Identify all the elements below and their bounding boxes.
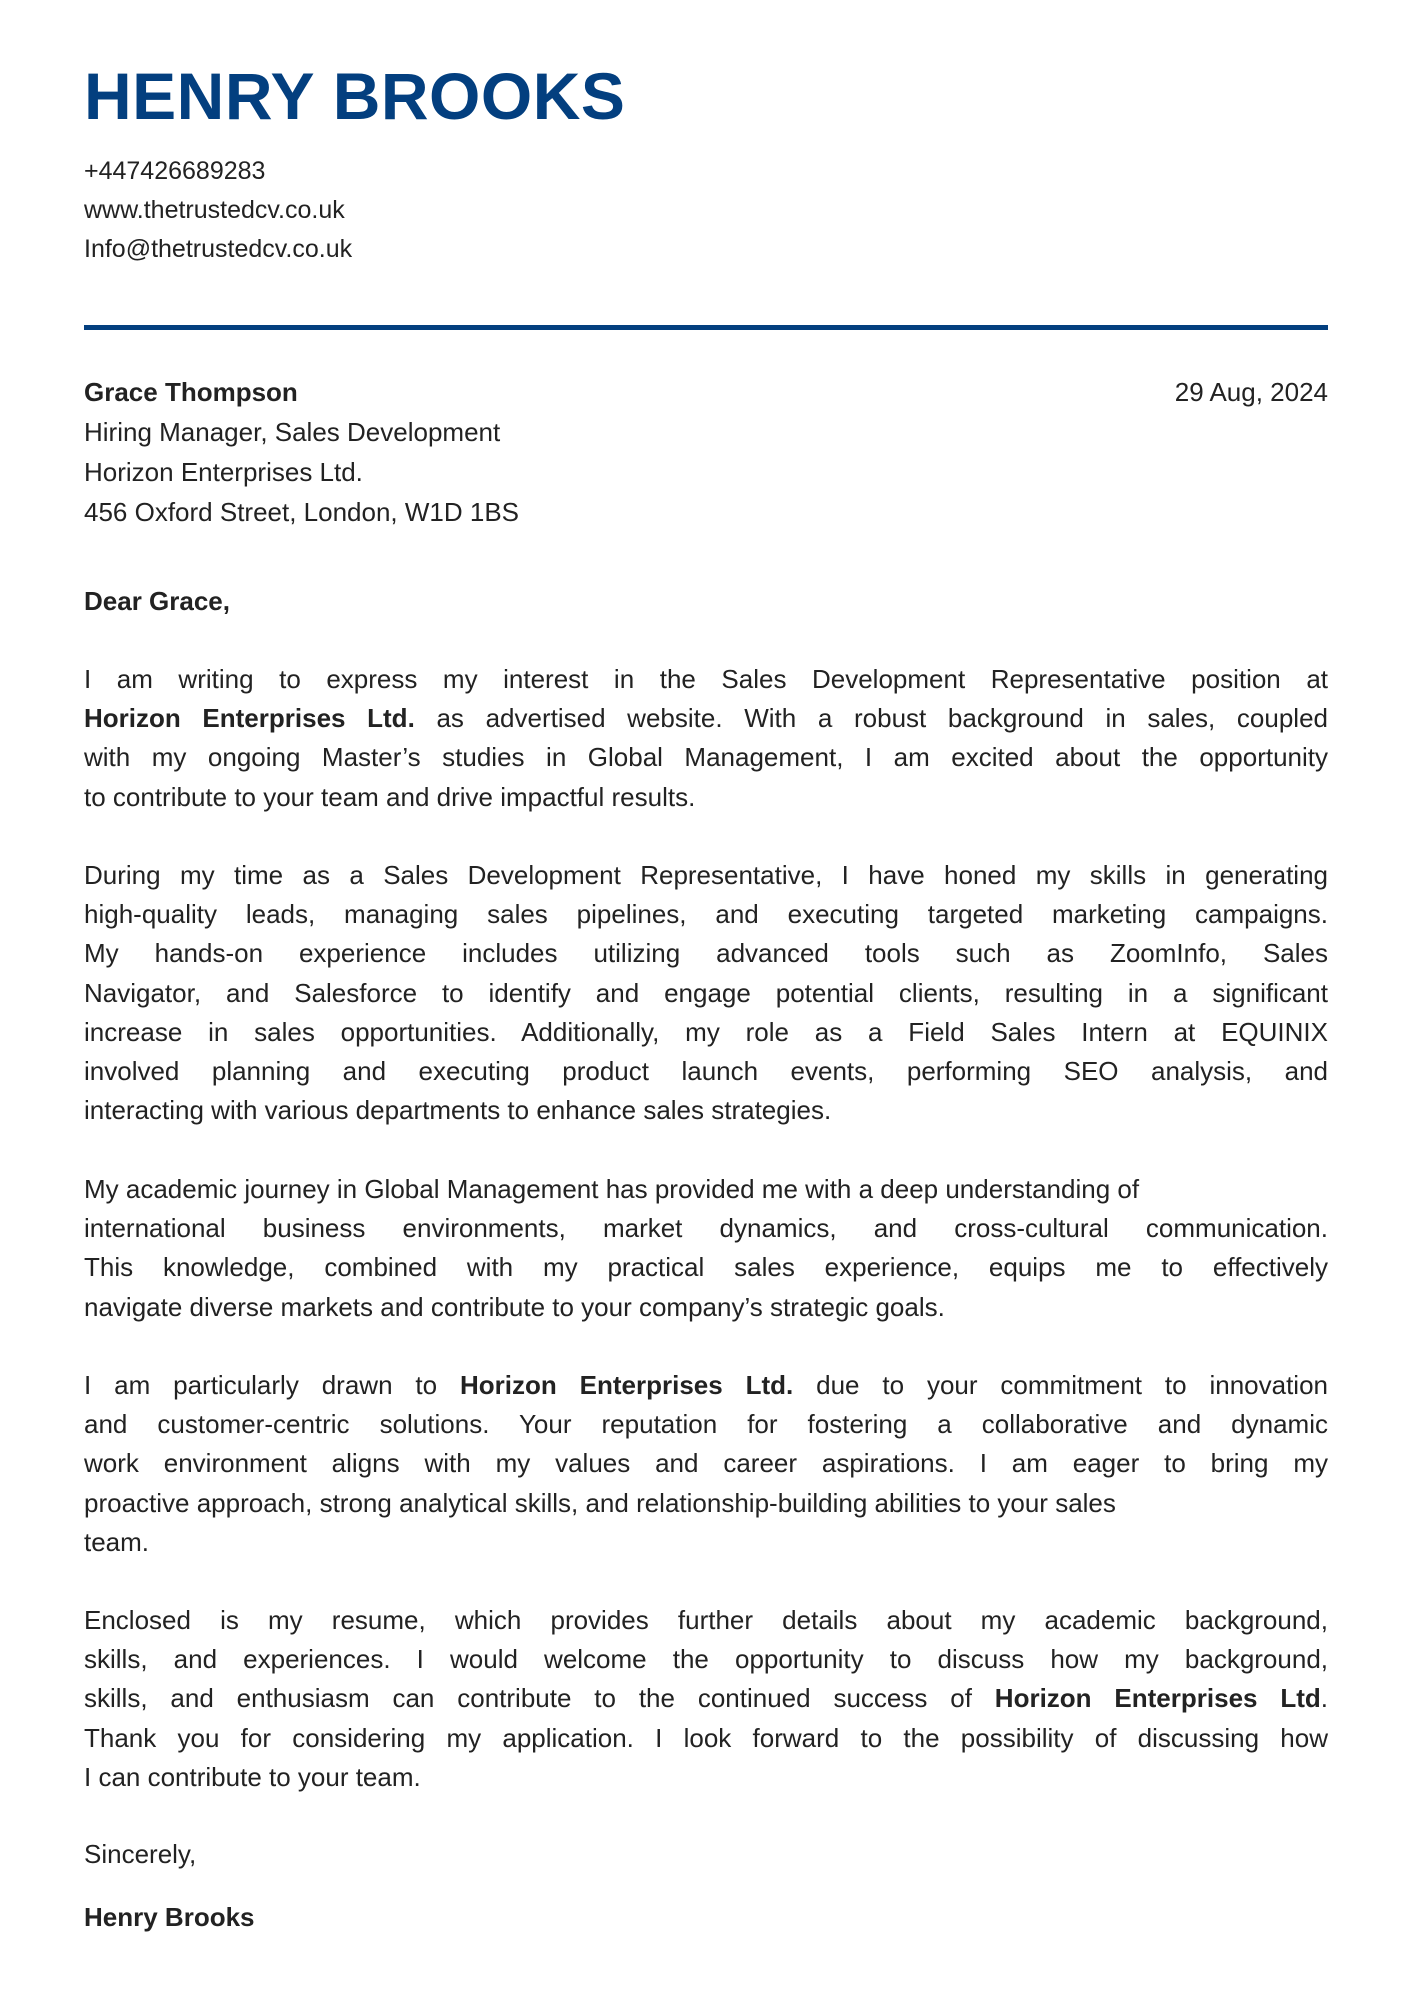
paragraph-line (84, 1091, 1328, 1130)
body-paragraph (84, 1170, 1328, 1327)
line-text: My academic journey in Global Management has provided me with a deep understanding of (84, 1174, 1140, 1204)
line-text: skills, and enthusiasm can contribute to the continued success of (84, 1683, 995, 1714)
line-text: Thank you for considering my application. I look forward to the possibility of discussing how (84, 1722, 1328, 1753)
line-text: skills, and experiences. I would welcome the opportunity to discuss how my background, (84, 1644, 1328, 1675)
line-text: proactive approach, strong analytical skills, and relationship-building abilities to your sales (84, 1487, 1116, 1518)
body-paragraph (84, 1366, 1328, 1562)
company-name-emphasis: Horizon Enterprises Ltd. (84, 703, 415, 734)
line-text: and customer-centric solutions. Your reputation for fostering a collaborative and dynamic (84, 1409, 1328, 1440)
recipient-title: Hiring Manager, Sales Development (84, 417, 501, 447)
line-text: I am writing to express my interest in the Sales Development Representative position at (84, 664, 1328, 694)
line-text: involved planning and executing product launch events, performing SEO analysis, and (84, 1055, 1328, 1086)
paragraph-line (84, 660, 1328, 699)
recipient-company: Horizon Enterprises Ltd. (84, 457, 363, 487)
sender-email: Info@thetrustedcv.co.uk (84, 235, 353, 263)
paragraph-line (84, 1444, 1328, 1483)
line-text: Navigator, and Salesforce to identify and engage potential clients, resulting in a significant (84, 977, 1328, 1008)
paragraph-line (84, 1366, 1328, 1405)
paragraph-line (84, 974, 1328, 1013)
body-paragraph (84, 660, 1328, 817)
line-text: My hands-on experience includes utilizing advanced tools such as ZoomInfo, Sales (84, 938, 1328, 969)
line-text: to contribute to your team and drive impactful results. (84, 781, 696, 812)
company-name-emphasis: Horizon Enterprises Ltd (994, 1683, 1321, 1714)
paragraph-line (84, 1288, 1328, 1327)
line-text: interacting with various departments to enhance sales strategies. (84, 1095, 832, 1126)
paragraph-line (84, 856, 1328, 895)
paragraph-line (84, 1484, 1328, 1523)
paragraph-line (84, 895, 1328, 934)
letter-date: 29 Aug, 2024 (1174, 377, 1328, 407)
paragraph-line (84, 1523, 1328, 1562)
paragraph-line (84, 1679, 1328, 1718)
paragraph-line (84, 1405, 1328, 1444)
paragraph-line (84, 699, 1328, 738)
closing: Sincerely, (84, 1839, 197, 1869)
paragraph-line (84, 1719, 1328, 1758)
sender-name: HENRY BROOKS (84, 59, 626, 133)
line-text: . (1320, 1683, 1329, 1714)
paragraph-line (84, 1209, 1328, 1248)
line-text: international business environments, market dynamics, and cross-cultural communication. (84, 1213, 1328, 1244)
paragraph-line (84, 1013, 1328, 1052)
salutation: Dear Grace, (84, 586, 230, 616)
line-text: During my time as a Sales Development Representative, I have honed my skills in generating (84, 860, 1328, 890)
paragraph-line (84, 1601, 1328, 1640)
paragraph-line (84, 1170, 1328, 1209)
paragraph-line (84, 934, 1328, 973)
line-text: work environment aligns with my values and career aspirations. I am eager to bring my (84, 1448, 1328, 1479)
line-text: This knowledge, combined with my practical sales experience, equips me to effectively (84, 1252, 1328, 1283)
line-text: increase in sales opportunities. Additionally, my role as a Field Sales Intern at EQUINIX (84, 1016, 1328, 1047)
line-text: navigate diverse markets and contribute to your company’s strategic goals. (84, 1291, 945, 1322)
line-text: due to your commitment to innovation (793, 1370, 1328, 1400)
recipient-block (84, 372, 519, 532)
sender-phone: +447426689283 (84, 157, 266, 185)
line-text: with my ongoing Master’s studies in Global Management, I am excited about the opportunity (84, 742, 1328, 773)
sender-contact-block (84, 152, 352, 269)
line-text: I am particularly drawn to (84, 1370, 460, 1400)
line-text: team. (84, 1526, 150, 1557)
body-paragraph (84, 856, 1328, 1130)
sender-website: www.thetrustedcv.co.uk (84, 196, 345, 224)
paragraph-line (84, 1052, 1328, 1091)
paragraph-line (84, 778, 1328, 817)
line-text: I can contribute to your team. (84, 1761, 421, 1792)
paragraph-line (84, 1640, 1328, 1679)
paragraph-line (84, 1248, 1328, 1287)
body-paragraph (84, 1601, 1328, 1797)
recipient-name: Grace Thompson (84, 377, 298, 407)
company-name-emphasis: Horizon Enterprises Ltd. (459, 1370, 794, 1400)
line-text: Enclosed is my resume, which provides further details about my academic background, (84, 1605, 1328, 1635)
paragraph-line (84, 1758, 1328, 1797)
paragraph-line (84, 738, 1328, 777)
line-text: as advertised website. With a robust background in sales, coupled (414, 703, 1328, 734)
line-text: high-quality leads, managing sales pipelines, and executing targeted marketing campaigns. (84, 899, 1328, 930)
recipient-address: 456 Oxford Street, London, W1D 1BS (84, 497, 520, 527)
signature: Henry Brooks (84, 1902, 255, 1932)
header-divider (84, 325, 1328, 330)
